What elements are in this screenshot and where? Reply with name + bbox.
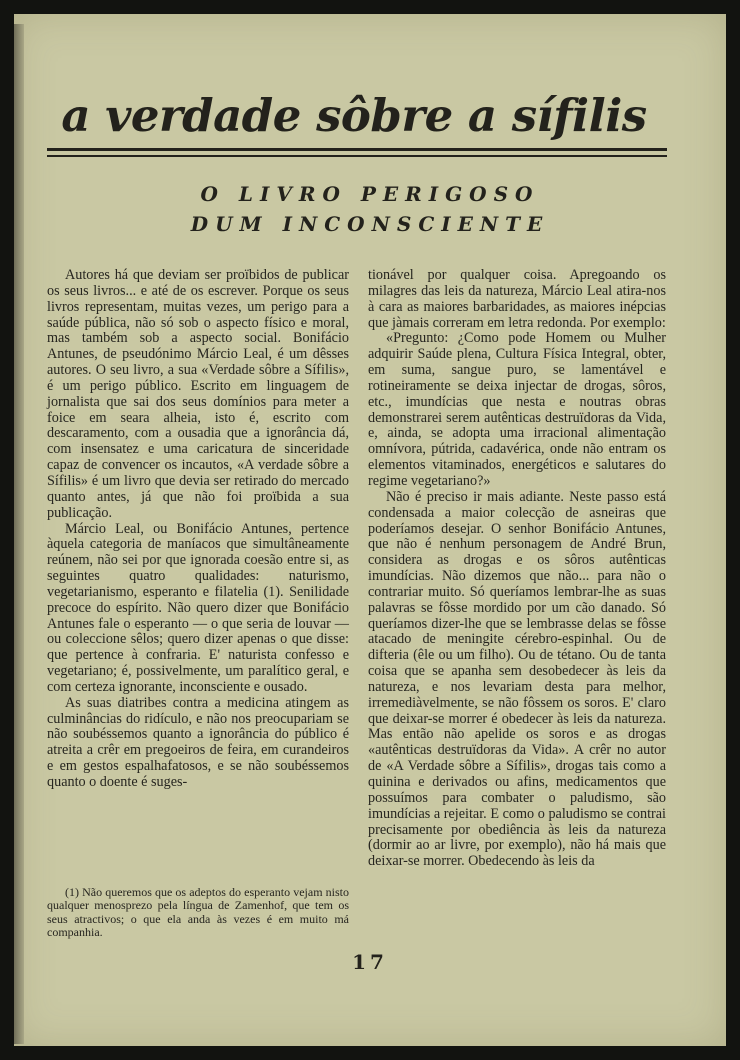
- footnote: [47, 886, 349, 940]
- page-spine-shadow: [14, 24, 24, 1044]
- subtitle-line-1: O LIVRO PERIGOSO: [200, 182, 540, 206]
- right-paragraph-2: «Pregunto: ¿Como pode Homem ou Mulher adquirir Saúde plena, Cultura Física Integral, obter, em suma, sangue puro, se lamentável e rotineiramente se deixa injectar de drogas, sôros, etc., imundícias que nesta e noutras obras demonstrarei serem autênticas destruïdoras da Vida, e, ainda, se adopta uma irracional alimentação omnívora, pútrida, cadavérica, onde não entram os elementos vitaminados, energéticos e salutares do regime vegetariano?»: [368, 330, 666, 489]
- left-paragraph-3: As suas diatribes contra a medicina atingem as culminâncias do ridículo, e não nos preocupariam se não soubéssemos quanto a ignorância do público é atreita a crêr em pregoeiros de feira, em curandeiros e em gestos espalhafatosos, e se não soubéssemos quanto o doente é suges-: [47, 694, 349, 790]
- footnote-text: (1) Não queremos que os adeptos do esperanto vejam nisto qualquer menosprezo pela língua de Zamenhof, que tem os seus atractivos; o que ela anda às vezes é em muito má companhia.: [47, 885, 349, 940]
- left-paragraph-1: Autores há que deviam ser proïbidos de publicar os seus livros... e até de os escrever. Porque os seus livros representam, muitas vezes, um perigo para a saúde pública, não só sob o aspecto físico e moral, mas também sob a aspecto social. Bonifácio Antunes, de pseudónimo Márcio Leal, é um dêsses autores. O seu livro, a sua «Verdade sôbre a Sífilis», é um perigo público. Escrito em linguagem de jornalista que sai dos seus domínios para meter a foice em seara alheia, isto é, escrito com descaramento, com a ousadia que a ignorância dá, com insensatez e uma caricatura de sinceridade capaz de convencer os incautos, «A verdade sôbre a Sífilis» é um livro que devia ser retirado do mercado quanto antes, já que não foi proïbida a sua publicação.: [47, 267, 349, 521]
- article-title: a verdade sôbre a sífilis: [61, 89, 647, 142]
- right-paragraph-1: tionável por qualquer coisa. Apregoando os milagres das leis da natureza, Márcio Leal atira-nos à cara as maiores barbaridades, as maiores inépcias que jàmais correram em letra redonda. Por exemplo:: [368, 267, 666, 331]
- right-paragraph-3: Não é preciso ir mais adiante. Neste passo está condensada a maior colecção de asneiras que poderíamos desejar. O senhor Bonifácio Antunes, que não é nenhum personagem de André Brun, considera as drogas e os sôros autênticas imundícias. Não dizemos que não... para não o contrariar muito. Só queríamos lembrar-lhe as suas palavras se fôsse mordido por um cão danado. Só queríamos dizer-lhe que se lembrasse delas se fôsse atacado de meningite cérebro-espinhal. Ou de difteria (êle ou um filho). Ou de tétano. Ou de tanta coisa que se apanha sem desobedecer às leis da natureza, e nos levariam desta para melhor, irremediàvelmente, se não fôssem os soros. E' claro que deixar-se morrer é obedecer às leis da natureza. Mas então não apelide os soros e as drogas «autênticas destruïdoras da Vida». A crêr no autor de «A Verdade sôbre a Sífilis», drogas tais como a quinina e derivados ou afins, medicamentos que possuímos para combater o paludismo, são imundícias a rejeitar. E como o paludismo se contrai precisamente por obediência às leis da natureza (dormir ao ar livre, por exemplo), não há mais que deixar-se morrer. Obedecendo às leis da: [368, 488, 666, 870]
- magazine-page: [14, 14, 726, 1046]
- page-number: 17: [352, 950, 388, 974]
- subtitle-line-2: DUM INCONSCIENTE: [190, 212, 550, 236]
- right-column: [368, 268, 666, 870]
- title-underline-thick: [47, 148, 667, 151]
- left-paragraph-2: Márcio Leal, ou Bonifácio Antunes, pertence àquela categoria de maníacos que simultâneamente reúnem, não sei por que ignorada coesão entre si, as seguintes quatro qualidades: naturismo, vegetarianismo, esperanto e filatelia (1). Senilidade precoce do espírito. Não quero dizer que Bonifácio Antunes fale o esperanto — o que seria de louvar — ou coleccione sêlos; quero dizer apenas o que disse: que pertence à confraria. E' naturista confesso e vegetariano; é, possivelmente, um paralítico geral, e com certeza ignorante, inconsciente e ousado.: [47, 520, 349, 695]
- title-underline-thin: [47, 155, 667, 157]
- left-column: [47, 268, 349, 791]
